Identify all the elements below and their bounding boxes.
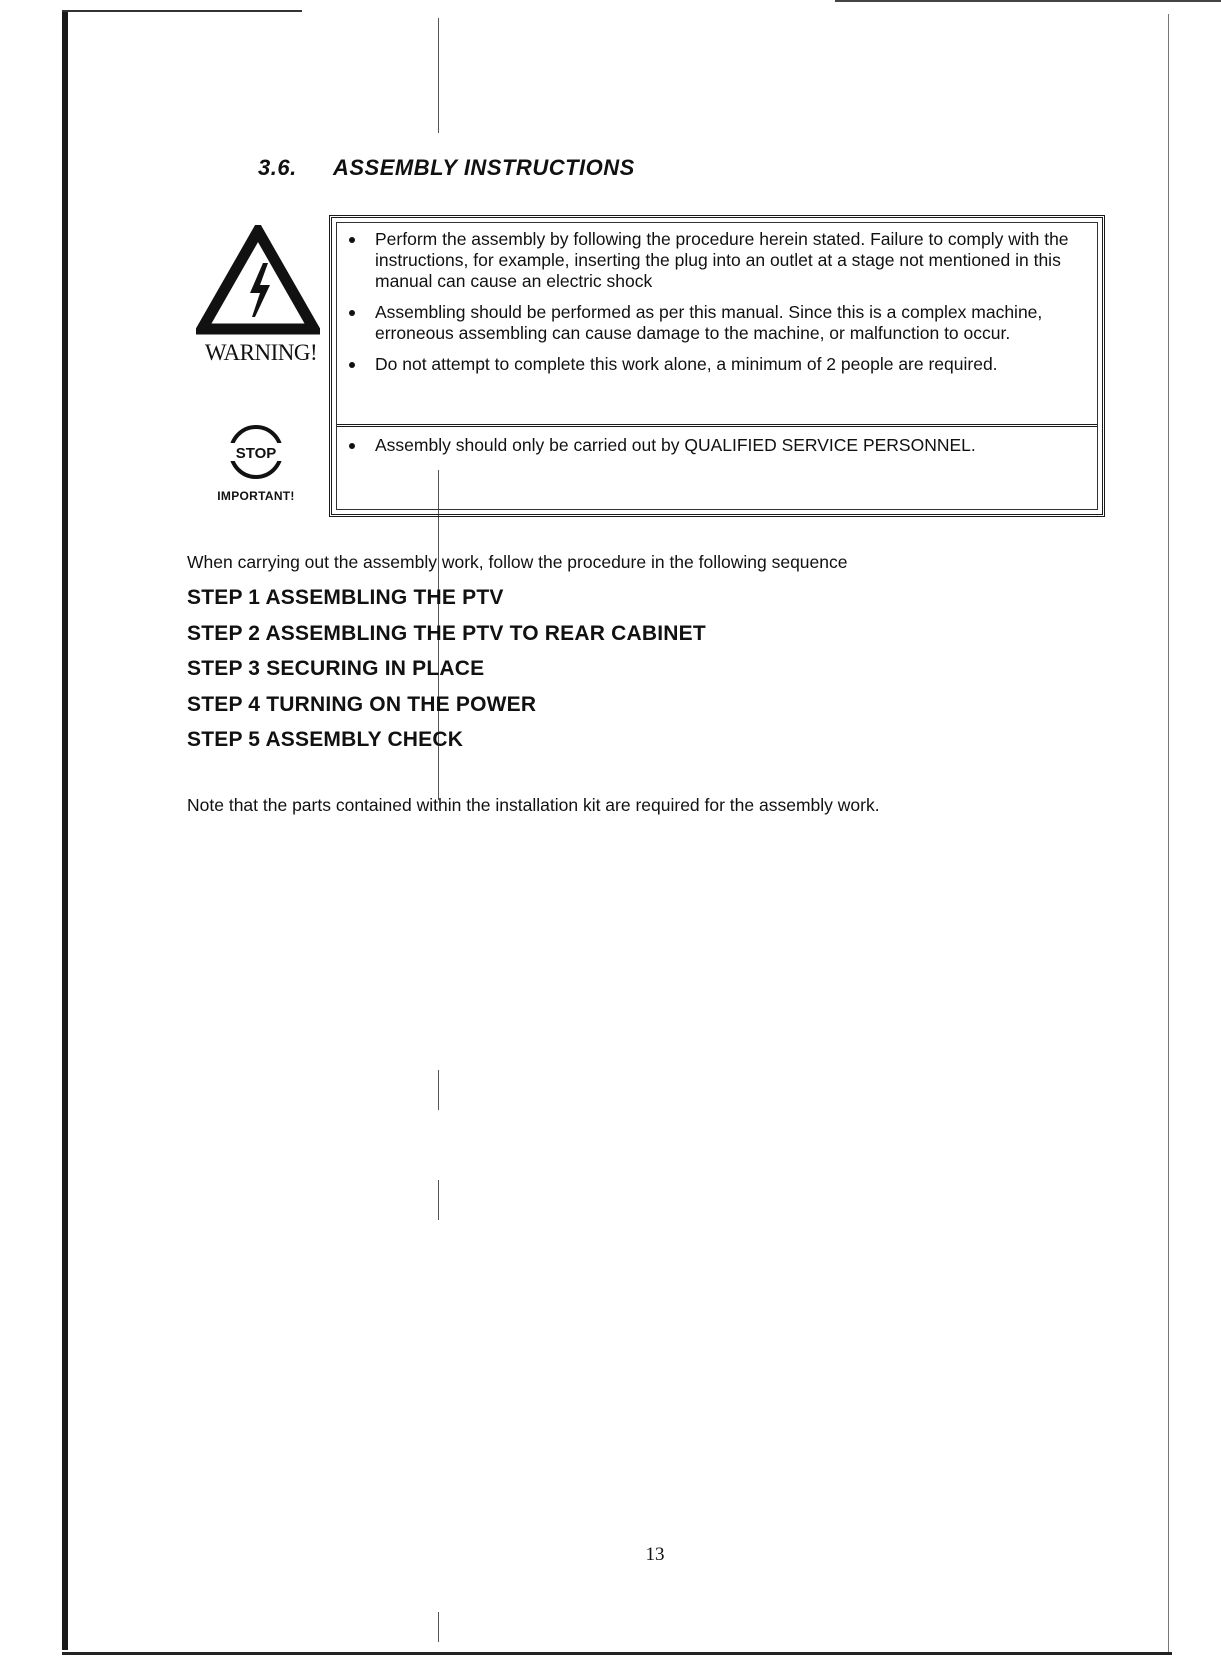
section-number: 3.6. [258, 155, 297, 180]
intro-text: When carrying out the assembly work, follow the procedure in the following sequence [187, 552, 848, 572]
scan-fold-line [438, 1070, 439, 1110]
step-item: STEP 1 ASSEMBLING THE PTV [187, 586, 504, 609]
stop-sign-icon [226, 422, 286, 482]
page-number: 13 [645, 1544, 665, 1565]
stop-sign-text: STOP [235, 445, 277, 462]
scan-edge-left [62, 10, 68, 1650]
section-heading: ASSEMBLY INSTRUCTIONS [333, 155, 635, 180]
warning-bullet: Perform the assembly by following the procedure herein stated. Failure to comply with the instructions, for example, inserting the plug into an outlet at a stage not mentioned in this manual can cause an electric shock [337, 229, 1087, 292]
important-label: IMPORTANT! [217, 489, 295, 503]
note-text: Note that the parts contained within the installation kit are required for the assembly work. [187, 795, 880, 815]
scan-edge-right [1168, 14, 1169, 1654]
step-item: STEP 5 ASSEMBLY CHECK [187, 728, 464, 751]
warning-bullet: Assembling should be performed as per this manual. Since this is a complex machine, erroneous assembling can cause damage to the machine, or malfunction to occur. [337, 302, 1087, 344]
warning-label: WARNING! [204, 340, 318, 365]
notice-box [329, 215, 1105, 517]
scan-fold-line [438, 1612, 439, 1642]
section-title [258, 155, 635, 181]
electric-shock-warning-triangle-icon [196, 225, 320, 337]
scan-edge-bottom [62, 1652, 1172, 1655]
notice-divider [337, 424, 1097, 427]
scan-fold-line [438, 1180, 439, 1220]
step-item: STEP 3 SECURING IN PLACE [187, 657, 485, 680]
step-list [187, 580, 706, 758]
step-item: STEP 4 TURNING ON THE POWER [187, 692, 537, 716]
scan-edge-top-right [835, 0, 1221, 2]
warning-bullet: Do not attempt to complete this work alone, a minimum of 2 people are required. [337, 354, 1087, 375]
notice-box-inner [336, 222, 1098, 510]
step-item: STEP 2 ASSEMBLING THE PTV TO REAR CABINET [187, 621, 706, 645]
warning-bullet-list [337, 229, 1087, 385]
scan-fold-line [438, 18, 439, 133]
important-bullet-list [337, 435, 1087, 466]
important-bullet: Assembly should only be carried out by QUALIFIED SERVICE PERSONNEL. [337, 435, 1087, 456]
scan-edge-top [62, 10, 302, 12]
